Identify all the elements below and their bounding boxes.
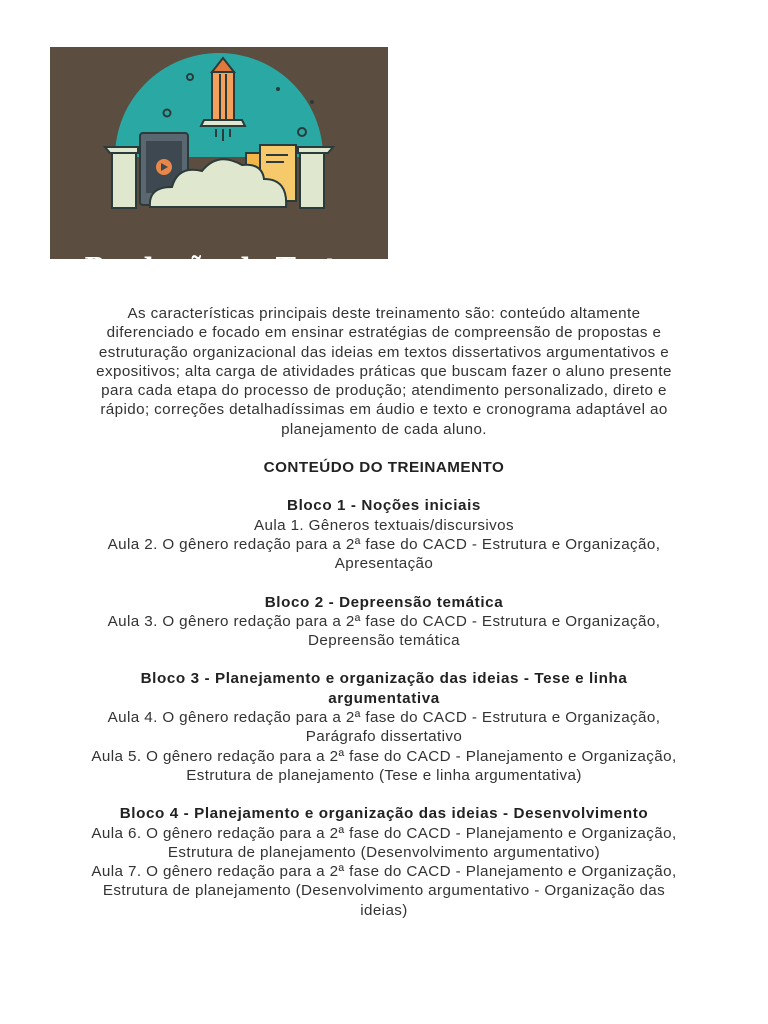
block-title: Bloco 2 - Depreensão temática (264, 593, 504, 611)
course-banner (50, 47, 388, 284)
content-block-3 (90, 669, 678, 785)
document-body (90, 304, 678, 939)
section-title: CONTEÚDO DO TREINAMENTO (263, 459, 505, 477)
content-block-2 (90, 593, 678, 651)
content-block-4 (90, 804, 678, 920)
block-title: Bloco 1 - Noções iniciais (287, 497, 481, 515)
lesson-item: Aula 6. O gênero redação para a 2ª fase do CACD - Planejamento e Organização, Estrutura de planejamento (Desenvolvimento argumentativo) (91, 824, 677, 861)
lesson-item: Aula 4. O gênero redação para a 2ª fase do CACD - Estrutura e Organização, Parágrafo dissertativo (107, 709, 661, 746)
banner-illustration (50, 47, 388, 259)
lesson-item: Aula 7. O gênero redação para a 2ª fase do CACD - Planejamento e Organização, Estrutura de planejamento (Desenvolvimento argumentativo - Organização das ideias) (91, 863, 677, 919)
block-title: Bloco 3 - Planejamento e organização das ideias - Tese e linha argumentativa (140, 670, 628, 707)
lesson-item: Aula 3. O gênero redação para a 2ª fase do CACD - Estrutura e Organização, Depreensão temática (107, 612, 661, 650)
lesson-item: Aula 5. O gênero redação para a 2ª fase do CACD - Planejamento e Organização, Estrutura de planejamento (Tese e linha argumentativa) (91, 747, 677, 784)
intro-paragraph: As características principais deste treinamento são: conteúdo altamente diferenciado e focado em ensinar estratégias de compreensão de propostas e estruturação organizacional das ideias em textos dissertativos argumentativos e expositivos; alta carga de atividades práticas que buscam fazer o aluno presente para cada etapa do processo de produção; atendimento personalizado, direto e rápido; correções detalhadíssimas em áudio e texto e cronograma adaptável ao planejamento de cada aluno. (96, 305, 672, 438)
lesson-item: Aula 2. O gênero redação para a 2ª fase do CACD - Estrutura e Organização, Apresentação (107, 535, 661, 573)
banner-title: Produção de Texto (83, 253, 355, 284)
lesson-item: Aula 1. Gêneros textuais/discursivos (253, 516, 515, 534)
block-title: Bloco 4 - Planejamento e organização das ideias - Desenvolvimento (119, 805, 649, 823)
content-block-1 (90, 496, 678, 573)
